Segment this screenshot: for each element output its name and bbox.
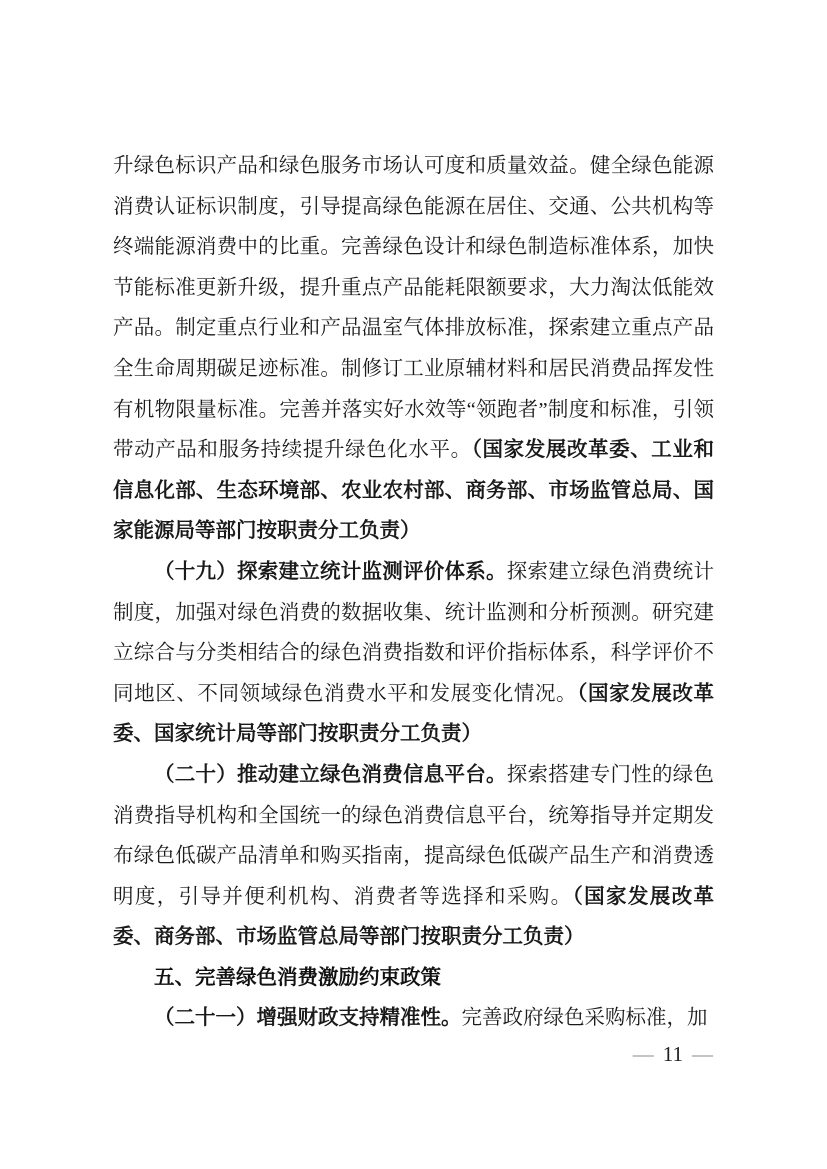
paragraph [113,146,714,552]
paragraph-lead: （二十一）增强财政支持精准性。 [154,1007,462,1030]
department-attribution: （国家发展改革委、商务部、市场监管总局等部门按职责分工负责） [113,885,715,949]
section-heading: 五、完善绿色消费激励约束政策 [154,966,441,989]
page-number [633,1040,713,1068]
page-number-left-dash: — [632,1041,654,1066]
page-number-value: 11 [662,1041,683,1066]
document-body [113,146,714,1039]
page-number-right-dash: — [692,1041,713,1066]
department-attribution: （国家发展改革委、国家统计局等部门按职责分工负责） [113,682,715,746]
paragraph-text: 探索搭建专门性的绿色消费指导机构和全国统一的绿色消费信息平台，统筹指导并定期发布绿色低碳产品清单和购买指南，提高绿色低碳产品生产和消费透明度，引导并便利机构、消费者等选择和采购。 [113,763,714,908]
paragraph-text: 完善政府绿色采购标准，加 [461,1007,708,1030]
paragraph [113,755,714,958]
department-attribution: （国家发展改革委、工业和信息化部、生态环境部、农业农村部、商务部、市场监管总局、国家能源局等部门按职责分工负责） [113,439,715,543]
paragraph-text: 升绿色标识产品和绿色服务市场认可度和质量效益。健全绿色能源消费认证标识制度，引导提高绿色能源在居住、交通、公共机构等终端能源消费中的比重。完善绿色设计和绿色制造标准体系，加快节能标准更新升级，提升重点产品能耗限额要求，大力淘汰低能效产品。制定重点行业和产品温室气体排放标准，探索建立重点产品全生命周期碳足迹标准。制修订工业原辅材料和居民消费品挥发性有机物限量标准。完善并落实好水效等“领跑者”制度和标准，引领带动产品和服务持续提升绿色化水平。 [113,155,714,462]
paragraph-lead: （十九）探索建立统计监测评价体系。 [154,560,507,583]
paragraph-text: 探索建立绿色消费统计制度，加强对绿色消费的数据收集、统计监测和分析预测。研究建立综合与分类相结合的绿色消费指数和评价指标体系，科学评价不同地区、不同领域绿色消费水平和发展变化情况。 [113,560,714,705]
paragraph-lead: （二十）推动建立绿色消费信息平台。 [154,763,507,786]
paragraph [113,552,714,755]
paragraph [113,998,714,1039]
